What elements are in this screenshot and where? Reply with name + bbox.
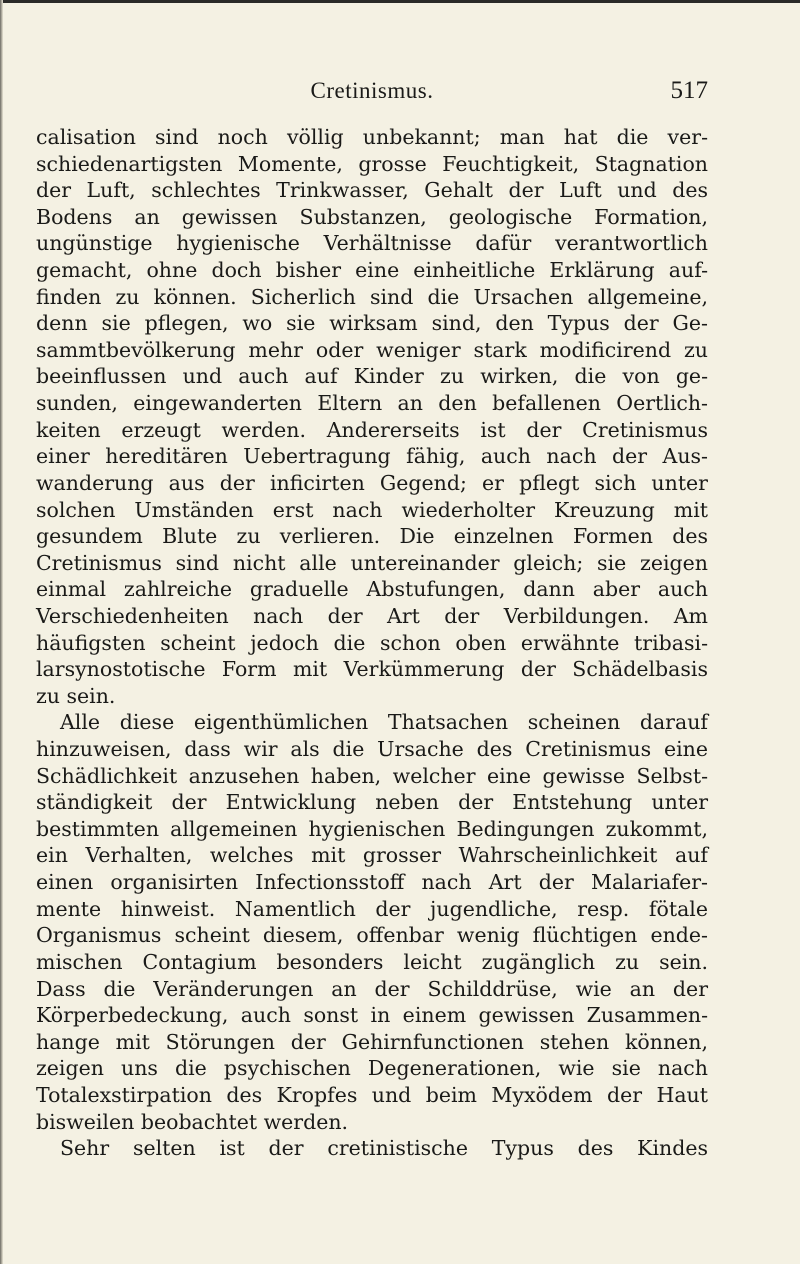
- text-line: einen organisirten Infectionsstoff nach Art der Malariafer-: [36, 870, 708, 895]
- text-line: hinzuweisen, dass wir als die Ursache des Cretinismus eine: [36, 737, 708, 762]
- text-line: beeinflussen und auch auf Kinder zu wirken, die von ge-: [36, 364, 708, 389]
- text-line: Dass die Veränderungen an der Schilddrüse, wie an der: [36, 976, 708, 1001]
- text-line: ein Verhalten, welches mit grosser Wahrscheinlichkeit auf: [36, 843, 708, 868]
- page-number: 517: [670, 77, 708, 104]
- paragraph-start-line: Alle diese eigenthümlichen Thatsachen scheinen darauf: [60, 710, 708, 735]
- text-line: solchen Umständen erst nach wiederholter Kreuzung mit: [36, 497, 708, 522]
- text-line: finden zu können. Sicherlich sind die Ursachen allgemeine,: [36, 284, 708, 309]
- text-line: wanderung aus der inficirten Gegend; er pflegt sich unter: [36, 470, 708, 495]
- text-line: Verschiedenheiten nach der Art der Verbildungen. Am: [36, 603, 708, 628]
- text-line: schiedenartigsten Momente, grosse Feuchtigkeit, Stagnation: [36, 151, 708, 176]
- text-line: keiten erzeugt werden. Andererseits ist der Cretinismus: [36, 417, 708, 442]
- text-line: einmal zahlreiche graduelle Abstufungen, dann aber auch: [36, 577, 708, 602]
- text-line: zeigen uns die psychischen Degenerationen, wie sie nach: [36, 1056, 708, 1081]
- text-line: gemacht, ohne doch bisher eine einheitliche Erklärung auf-: [36, 258, 708, 283]
- text-line: gesundem Blute zu verlieren. Die einzelnen Formen des: [36, 524, 708, 549]
- paragraph-end-line: zu sein.: [36, 683, 116, 708]
- text-line: bestimmten allgemeinen hygienischen Bedingungen zukommt,: [36, 816, 708, 841]
- paragraph-end-line: bisweilen beobachtet werden.: [36, 1109, 349, 1134]
- body-text: [36, 124, 708, 1162]
- text-line: sammtbevölkerung mehr oder weniger stark modificirend zu: [36, 337, 708, 362]
- text-line: häufigsten scheint jedoch die schon oben erwähnte tribasi-: [36, 630, 708, 655]
- text-line: Cretinismus sind nicht alle untereinander gleich; sie zeigen: [36, 550, 708, 575]
- text-line: hange mit Störungen der Gehirnfunctionen stehen können,: [36, 1029, 708, 1054]
- text-line: larsynostotische Form mit Verkümmerung der Schädelbasis: [36, 657, 708, 682]
- paragraph-start-line: Sehr selten ist der cretinistische Typus des Kindes: [60, 1136, 708, 1161]
- text-line: Schädlichkeit anzusehen haben, welcher eine gewisse Selbst-: [36, 763, 708, 788]
- text-line: denn sie pflegen, wo sie wirksam sind, den Typus der Ge-: [36, 311, 708, 336]
- text-line: ständigkeit der Entwicklung neben der Entstehung unter: [36, 790, 708, 815]
- text-line: Körperbedeckung, auch sonst in einem gewissen Zusammen-: [36, 1003, 708, 1028]
- text-line: der Luft, schlechtes Trinkwasser, Gehalt der Luft und des: [36, 178, 708, 203]
- text-line: Organismus scheint diesem, offenbar wenig flüchtigen ende-: [36, 923, 708, 948]
- text-line: sunden, eingewanderten Eltern an den befallenen Oertlich-: [36, 391, 708, 416]
- page-top-edge: [0, 0, 800, 3]
- page-left-edge: [0, 0, 3, 1264]
- running-title: Cretinismus.: [310, 78, 434, 103]
- text-line: ungünstige hygienische Verhältnisse dafür verantwortlich: [36, 231, 708, 256]
- text-line: mente hinweist. Namentlich der jugendliche, resp. fötale: [36, 896, 708, 921]
- text-line: Bodens an gewissen Substanzen, geologische Formation,: [36, 204, 708, 229]
- text-line: mischen Contagium besonders leicht zugänglich zu sein.: [36, 949, 708, 974]
- running-head: [36, 76, 708, 106]
- text-line: calisation sind noch völlig unbekannt; man hat die ver-: [36, 125, 708, 149]
- text-line: einer hereditären Uebertragung fähig, auch nach der Aus-: [36, 444, 708, 469]
- text-line: Totalexstirpation des Kropfes und beim Myxödem der Haut: [36, 1082, 708, 1107]
